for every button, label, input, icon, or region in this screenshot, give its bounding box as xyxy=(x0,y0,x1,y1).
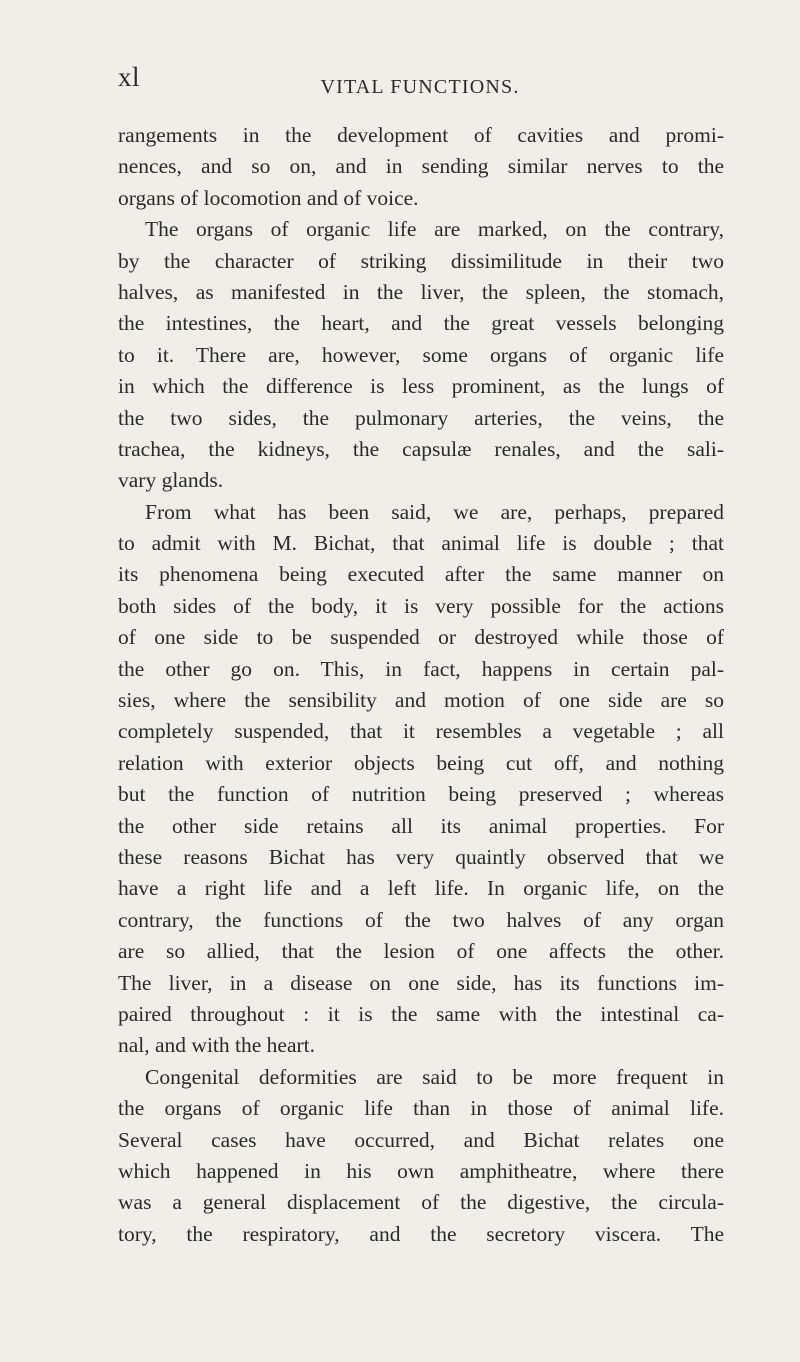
text-line: but the function of nutrition being preserved ; whereas xyxy=(118,782,724,807)
running-title: VITAL FUNCTIONS. xyxy=(320,76,520,98)
text-line: trachea, the kidneys, the capsulæ renales, and the sali- xyxy=(118,436,724,461)
text-line: to admit with M. Bichat, that animal life is double ; that xyxy=(118,531,724,556)
text-line: rangements in the development of cavities and promi- xyxy=(118,123,724,147)
text-line: Several cases have occurred, and Bichat relates one xyxy=(118,1127,724,1152)
text-line: by the character of striking dissimilitude in their two xyxy=(118,248,724,273)
text-line: the two sides, the pulmonary arteries, the veins, the xyxy=(118,405,724,430)
text-line: nences, and so on, and in sending similar nerves to the xyxy=(118,154,724,179)
text-line: The liver, in a disease on one side, has its functions im- xyxy=(118,970,724,995)
text-line: From what has been said, we are, perhaps, prepared xyxy=(145,499,724,524)
text-line: nal, and with the heart. xyxy=(118,1033,316,1058)
text-line: vary glands. xyxy=(118,468,224,493)
text-line: are so allied, that the lesion of one affects the other. xyxy=(118,939,724,964)
text-line: which happened in his own amphitheatre, where there xyxy=(118,1158,724,1183)
text-line: the other go on. This, in fact, happens in certain pal- xyxy=(118,656,724,681)
text-line: tory, the respiratory, and the secretory viscera. The xyxy=(118,1221,724,1246)
text-line: The organs of organic life are marked, on the contrary, xyxy=(145,217,724,242)
text-line: to it. There are, however, some organs of organic life xyxy=(118,342,724,367)
text-line: was a general displacement of the digestive, the circula- xyxy=(118,1190,724,1215)
text-line: organs of locomotion and of voice. xyxy=(118,185,419,210)
text-line: relation with exterior objects being cut off, and nothing xyxy=(118,750,724,775)
text-line: halves, as manifested in the liver, the spleen, the stomach, xyxy=(118,279,724,304)
text-line: completely suspended, that it resembles a vegetable ; all xyxy=(118,719,724,744)
text-line: of one side to be suspended or destroyed while those of xyxy=(118,625,724,650)
text-line: have a right life and a left life. In organic life, on the xyxy=(118,876,724,901)
text-line: sies, where the sensibility and motion of one side are so xyxy=(118,688,724,713)
page-number: xl xyxy=(118,62,141,92)
text-line: in which the difference is less prominent, as the lungs of xyxy=(118,374,724,399)
text-line: these reasons Bichat has very quaintly observed that we xyxy=(118,844,724,869)
body-text xyxy=(118,120,724,1250)
text-line: the other side retains all its animal properties. For xyxy=(118,813,724,838)
text-line: the intestines, the heart, and the great vessels belonging xyxy=(118,311,724,336)
text-line: contrary, the functions of the two halves of any organ xyxy=(118,907,724,932)
text-line: its phenomena being executed after the same manner on xyxy=(118,562,724,587)
text-line: both sides of the body, it is very possible for the actions xyxy=(118,593,724,618)
text-line: the organs of organic life than in those of animal life. xyxy=(118,1096,724,1121)
text-line: Congenital deformities are said to be more frequent in xyxy=(145,1064,724,1089)
text-line: paired throughout : it is the same with the intestinal ca- xyxy=(118,1001,724,1026)
